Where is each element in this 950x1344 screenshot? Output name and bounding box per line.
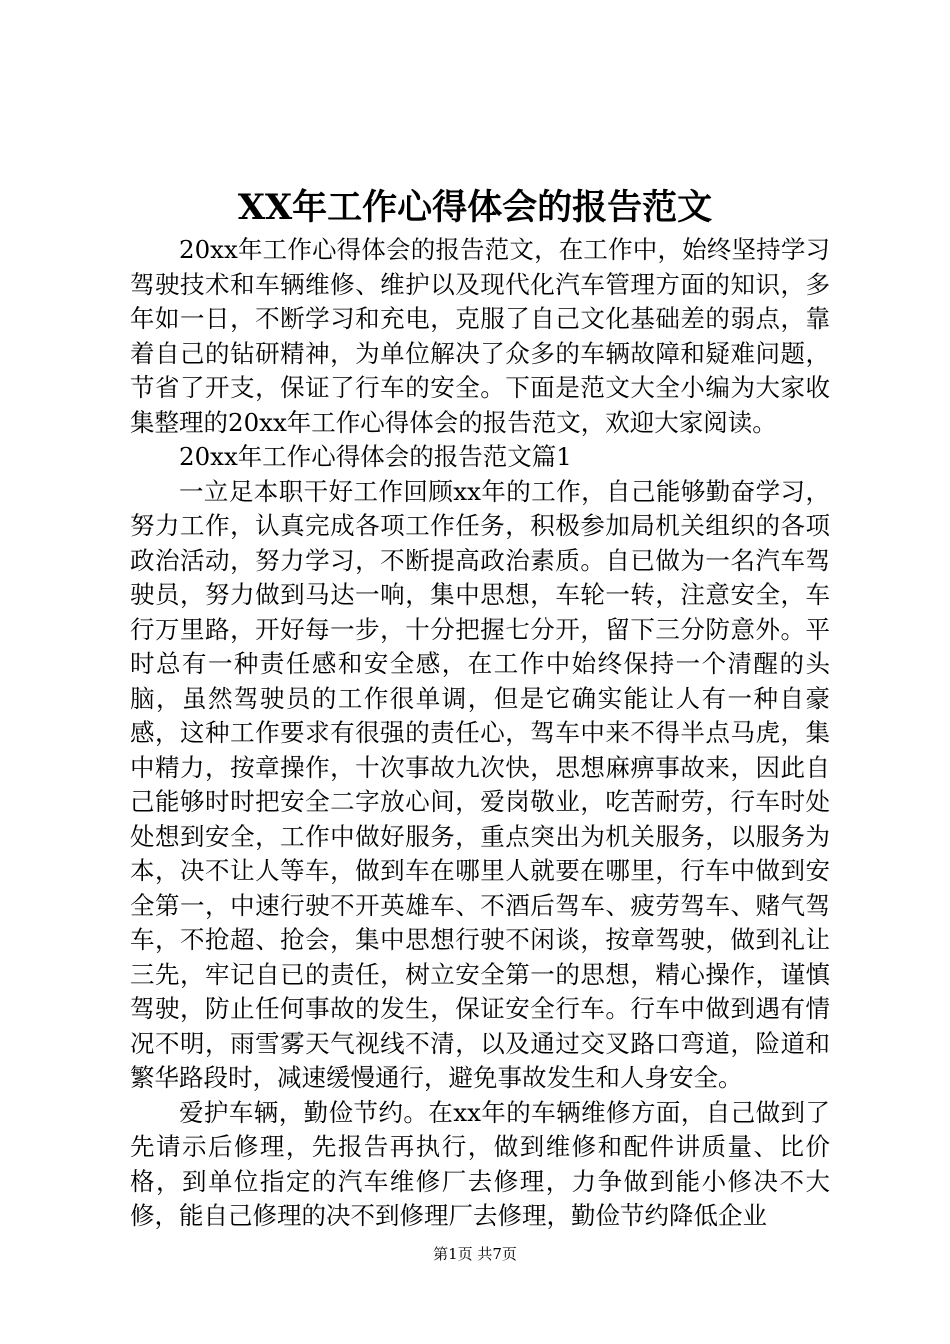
- paragraph-duty: 一立足本职干好工作回顾xx年的工作，自己能够勤奋学习，努力工作，认真完成各项工作任务，积极参加局机关组织的各项政治活动，努力学习，不断提高政治素质。自已做为一名汽车驾驶员，努力做到马达一响，集中思想，车轮一转，注意安全，车行万里路，开好每一步，十分把握七分开，留下三分防意外。平时总有一种责任感和安全感，在工作中始终保持一个清醒的头脑，虽然驾驶员的工作很单调，但是它确实能让人有一种自豪感，这种工作要求有很强的责任心，驾车中来不得半点马虎，集中精力，按章操作，十次事故九次快，思想麻痹事故来，因此自己能够时时把安全二字放心间，爱岗敬业，吃苦耐劳，行车时处处想到安全，工作中做好服务，重点突出为机关服务，以服务为本，决不让人等车，做到车在哪里人就要在哪里，行车中做到安全第一，中速行驶不开英雄车、不酒后驾车、疲劳驾车、赌气驾车，不抢超、抢会，集中思想行驶不闲谈，按章驾驶，做到礼让三先，牢记自已的责任，树立安全第一的思想，精心操作，谨慎驾驶，防止任何事故的发生，保证安全行车。行车中做到遇有情况不明，雨雪雾天气视线不清，以及通过交叉路口弯道，险道和繁华路段时，减速缓慢通行，避免事故发生和人身安全。: [130, 476, 830, 1092]
- document-body: [130, 233, 830, 1234]
- page-footer: 第1页 共7页: [433, 1245, 517, 1263]
- paragraph-section-heading: 20xx年工作心得体会的报告范文篇1: [179, 442, 572, 471]
- paragraph-intro: 20xx年工作心得体会的报告范文，在工作中，始终坚持学习驾驶技术和车辆维修、维护以及现代化汽车管理方面的知识，多年如一日，不断学习和充电，克服了自己文化基础差的弱点，靠着自己的钻研精神，为单位解决了众多的车辆故障和疑难问题，节省了开支，保证了行车的安全。下面是范文大全小编为大家收集整理的20xx年工作心得体会的报告范文，欢迎大家阅读。: [130, 235, 830, 437]
- page-title: XX年工作心得体会的报告范文: [237, 187, 713, 228]
- paragraph-vehicle-care: 爱护车辆，勤俭节约。在xx年的车辆维修方面，自己做到了先请示后修理，先报告再执行，做到维修和配件讲质量、比价格，到单位指定的汽车维修厂去修理，力争做到能小修决不大修，能自己修理的决不到修理厂去修理，勤俭节约降低企业: [130, 1097, 830, 1230]
